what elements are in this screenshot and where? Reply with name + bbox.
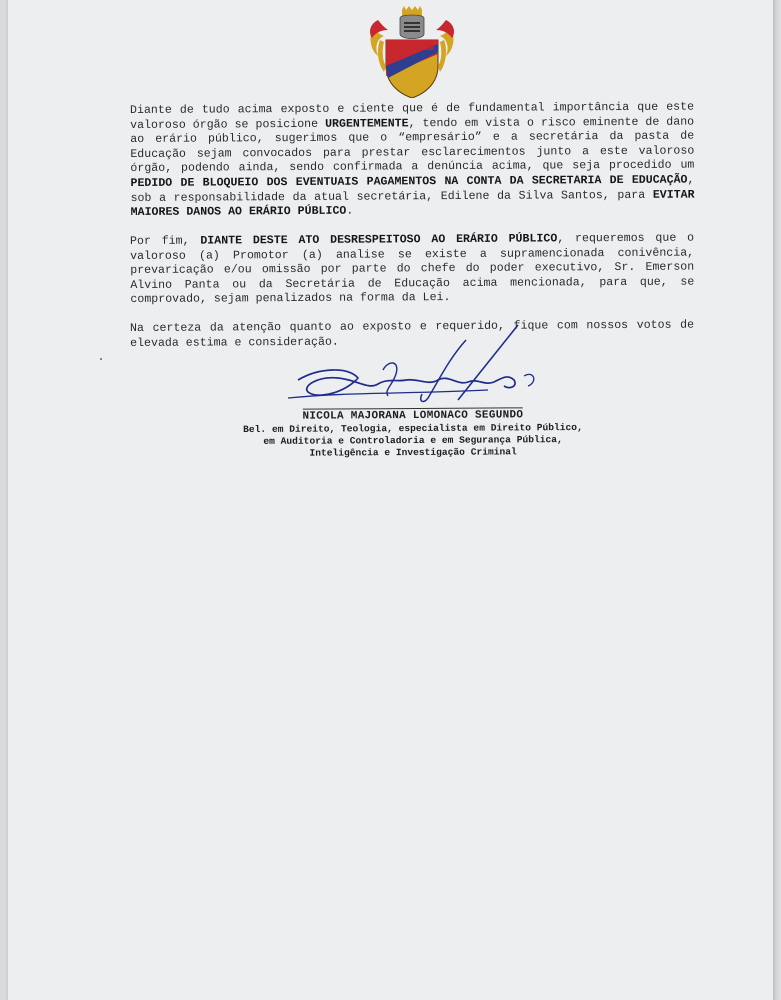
scan-speck <box>100 358 102 360</box>
signer-title-line-3: Inteligência e Investigação Criminal <box>309 446 517 459</box>
paragraph-request <box>130 101 695 221</box>
signer-name: NICOLA MAJORANA LOMONACO SEGUNDO <box>302 409 524 423</box>
paragraph-requirement <box>130 231 694 307</box>
text-segment: Diante de tudo acima exposto e ciente que é de fundamental importância que este valoroso órgão se posicione <box>130 100 695 132</box>
page-edge-shadow <box>773 0 781 1000</box>
bold-desrespeitoso: DIANTE DESTE ATO DESRESPEITOSO AO ERÁRIO PÚBLICO <box>200 232 558 248</box>
bold-urgente: URGENTEMENTE <box>325 116 409 131</box>
text-segment: Na certeza da atenção quanto ao exposto e requerido, fique com nossos votos de elevada estima e consideração. <box>130 318 695 350</box>
signer-title-line-2: em Auditoria e Controladoria e em Segurança Pública, <box>263 434 563 447</box>
signer-title-line-1: Bel. em Direito, Teologia, especialista em Direito Público, <box>243 421 583 436</box>
signature-block <box>208 404 618 461</box>
text-segment: , sob a responsabilidade da atual secretária, Edilene da Silva Santos, para <box>130 173 695 205</box>
text-segment: , tendo em vista o risco eminente de dano ao erário público, sugerimos que o “empresário” e a secretária da pasta de Educação sejam convocados para prestar esclarecimentos junto a este valoroso órgão, podendo ainda, sendo confirmada a denúncia acima, que seja procedido um <box>130 115 695 176</box>
bold-pedido-bloqueio: PEDIDO DE BLOQUEIO DOS EVENTUAIS PAGAMENTOS NA CONTA DA SECRETARIA DE EDUCAÇÃO <box>130 173 688 190</box>
bold-evitar-danos: EVITAR MAIORES DANOS AO ERÁRIO PÚBLICO <box>130 188 695 220</box>
text-segment: Por fim, <box>130 234 201 248</box>
document-page <box>8 0 773 1000</box>
text-segment: . <box>346 204 354 218</box>
text-segment: , requeremos que o valoroso (a) Promotor (a) analise se existe a supramencionada conivência, prevaricação e/ou omissão por parte do chefe do poder executivo, Sr. Emerson Alvino Panta ou da Secretária de Educação acima mencionada, para que, se comprovado, sejam penalizados na forma da Lei. <box>130 231 695 307</box>
coat-of-arms-icon <box>366 6 458 98</box>
handwritten-signature <box>288 320 568 415</box>
